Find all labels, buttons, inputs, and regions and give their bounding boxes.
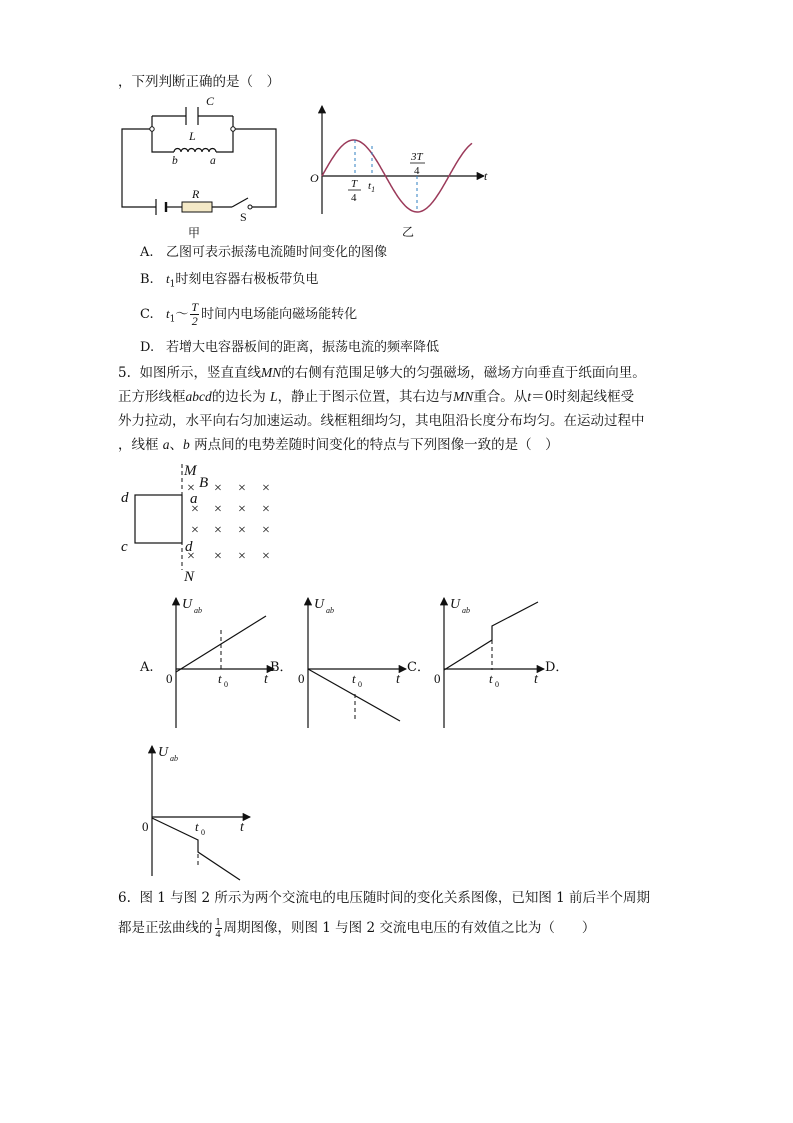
field-cross: × bbox=[262, 549, 270, 564]
t-quarter-den: 4 bbox=[351, 192, 357, 204]
switch-label: S bbox=[240, 210, 247, 224]
uab-y-label: U bbox=[450, 597, 461, 612]
q4-option-d[interactable]: D. 若增大电容器板间的距离，振荡电流的频率降低 bbox=[140, 340, 440, 355]
q6-line-1: 6. 图 1 与图 2 所示为两个交流电的电压随时间的变化关系图像，已知图 1 前后半个周期 bbox=[118, 890, 650, 906]
uab-x-label: t bbox=[264, 672, 268, 687]
wave-caption: 乙 bbox=[402, 225, 415, 239]
uab-origin: 0 bbox=[166, 671, 173, 686]
q5-line-2: 正方形线框abcd的边长为 L，静止于图示位置，其右边与MN重合。从t＝0时刻起线框受 bbox=[118, 389, 635, 405]
field-cross: × bbox=[262, 481, 270, 496]
three-quarter-num: 3T bbox=[411, 151, 423, 163]
uab-y-label: U bbox=[314, 597, 325, 612]
uab-y-sub: ab bbox=[170, 754, 178, 763]
circuit-caption: 甲 bbox=[188, 226, 201, 240]
resistor-label: R bbox=[192, 187, 200, 201]
q6-line-2: 都是正弦曲线的 $\frac{1}{4}$ 周期图像，则图 1 与图 2 交流电电压的有效值之比为（ ） bbox=[118, 917, 596, 940]
t0-label: t bbox=[489, 671, 493, 686]
uab-y-label: U bbox=[158, 745, 169, 760]
field-cross: × bbox=[191, 523, 199, 538]
inductor-label: L bbox=[189, 129, 196, 143]
uab-origin: 0 bbox=[434, 671, 441, 686]
t0-sub: 0 bbox=[224, 680, 228, 689]
t0-label: t bbox=[352, 671, 356, 686]
label-M: M bbox=[184, 463, 197, 479]
q4-option-c[interactable]: C. $t_1\sim$ $\frac{T}{2}$ 时间内电场能向磁场能转化 bbox=[140, 300, 358, 328]
label-d-left: d bbox=[121, 490, 129, 506]
t0-label: t bbox=[218, 671, 222, 686]
q4-stem-tail: ，下列判断正确的是（ ） bbox=[118, 74, 280, 90]
field-cross: × bbox=[214, 549, 222, 564]
uab-x-label: t bbox=[396, 672, 400, 687]
field-cross: × bbox=[262, 523, 270, 538]
uab-y-sub: ab bbox=[326, 606, 334, 615]
field-cross: × bbox=[238, 523, 246, 538]
t1-label: $t_1$ bbox=[368, 180, 376, 194]
field-cross: × bbox=[187, 481, 195, 496]
node-b-label: b bbox=[172, 155, 178, 167]
t-quarter-num: T bbox=[351, 178, 358, 190]
uab-origin: 0 bbox=[142, 819, 149, 834]
uab-x-label: t bbox=[534, 672, 538, 687]
field-cross: × bbox=[214, 523, 222, 538]
t0-sub: 0 bbox=[201, 828, 205, 837]
field-cross: × bbox=[238, 549, 246, 564]
field-cross: × bbox=[214, 481, 222, 496]
field-cross: × bbox=[187, 549, 195, 564]
q5-line-3: 外力拉动，水平向右匀加速运动。线框粗细均匀，其电阻沿长度分布均匀。在运动过程中 bbox=[118, 413, 645, 429]
wave-origin-label: O bbox=[310, 171, 319, 185]
label-N: N bbox=[184, 569, 195, 585]
q5-option-letter-3[interactable]: C． bbox=[407, 660, 430, 675]
uab-x-label: t bbox=[240, 820, 244, 835]
three-quarter-den: 4 bbox=[414, 165, 420, 177]
uab-y-sub: ab bbox=[194, 606, 202, 615]
wave-t-axis-label: t bbox=[484, 169, 488, 183]
q4-option-a[interactable]: A. 乙图可表示振荡电流随时间变化的图像 bbox=[140, 245, 388, 260]
uab-origin: 0 bbox=[298, 671, 305, 686]
q5-option-letter-1[interactable]: A. bbox=[140, 660, 154, 675]
t0-sub: 0 bbox=[495, 680, 499, 689]
label-a: a bbox=[190, 491, 198, 507]
field-cross: × bbox=[262, 502, 270, 517]
q5-option-letter-2[interactable]: B． bbox=[270, 660, 293, 675]
label-c-left: c bbox=[121, 539, 128, 555]
uab-y-label: U bbox=[182, 597, 193, 612]
q4-option-b[interactable]: B. $t_1$时刻电容器右极板带负电 bbox=[140, 271, 319, 290]
field-cross: × bbox=[214, 502, 222, 517]
q5-line-4: ，线框 a、b 两点间的电势差随时间变化的特点与下列图像一致的是（ ） bbox=[118, 437, 559, 453]
q5-option-letter-4[interactable]: D． bbox=[545, 660, 569, 675]
field-cross: × bbox=[238, 502, 246, 517]
q5-line-1: 5. 如图所示，竖直直线MN的右侧有范围足够大的匀强磁场，磁场方向垂直于纸面向里。 bbox=[118, 365, 646, 381]
node-a-label: a bbox=[210, 155, 216, 167]
capacitor-label: C bbox=[206, 94, 215, 108]
label-B: B bbox=[199, 475, 209, 491]
label-d-right: d bbox=[185, 539, 193, 555]
uab-y-sub: ab bbox=[462, 606, 470, 615]
t0-sub: 0 bbox=[358, 680, 362, 689]
field-cross: × bbox=[191, 502, 199, 517]
field-cross: × bbox=[238, 481, 246, 496]
t0-label: t bbox=[195, 819, 199, 834]
